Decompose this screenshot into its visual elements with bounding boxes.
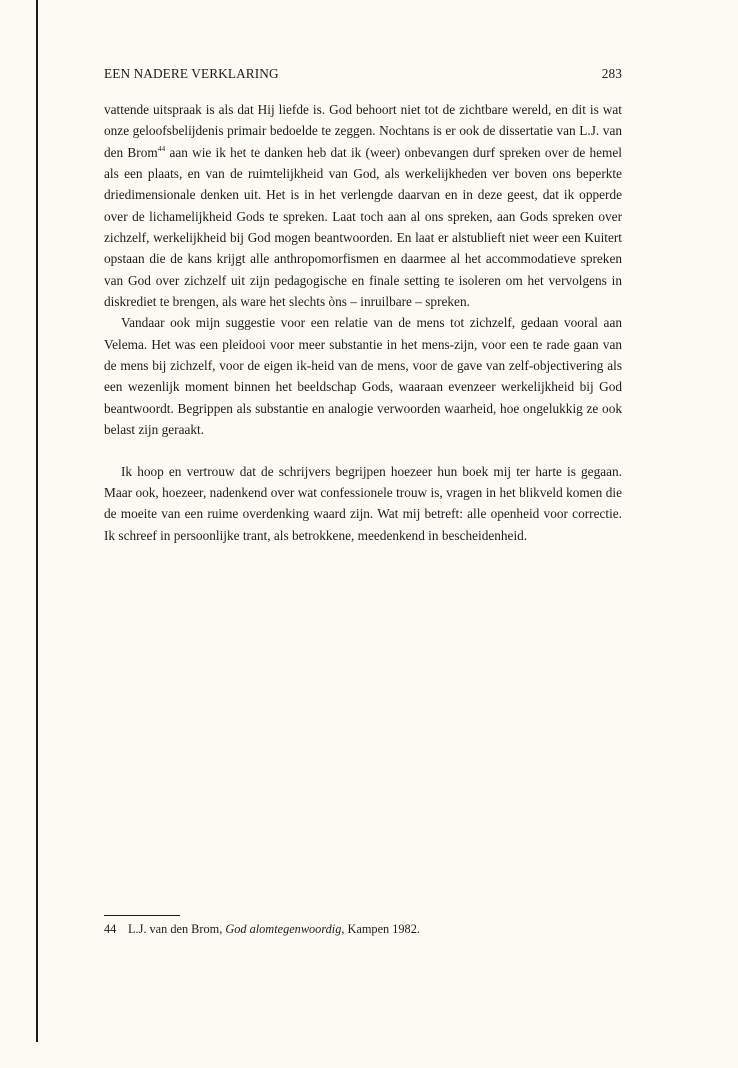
running-head-title: EEN NADERE VERKLARING bbox=[104, 66, 279, 81]
footnote-marker-44: 44 bbox=[157, 143, 166, 153]
footnote-separator bbox=[104, 915, 180, 916]
body-text bbox=[104, 99, 622, 546]
paragraph-1-text-b: aan wie ik het te danken heb dat ik (weer) onbevangen durf spreken over de hemel als een plaats, en van de ruimtelijkheid van God, als werkelijkheden ver boven ons beperkte driedimensionale denken uit. Het is in het verlengde daarvan en in deze geest, dat ik opperde over de lichamelijkheid Gods te spreken. Laat toch aan al ons spreken, aan Gods spreken over zichzelf, werkelijkheid bij God mogen beantwoorden. En laat er alstublieft niet weer een Kuitert opstaan die de kans krijgt alle anthropomorfismen en daarmee al het accommodatieve spreken van God over zichzelf uit zijn pedagogische en finale setting te isoleren om het vervolgens in diskrediet te brengen, als ware het slechts òns – inruilbare – spreken. bbox=[104, 144, 622, 310]
page-binding-edge bbox=[36, 0, 38, 1042]
footnote-number: 44 bbox=[104, 922, 117, 936]
running-head bbox=[104, 66, 622, 82]
footnote-44 bbox=[104, 921, 622, 937]
footnote-author: L.J. van den Brom, bbox=[128, 922, 226, 936]
page-number: 283 bbox=[601, 66, 622, 81]
paragraph-2: Vandaar ook mijn suggestie voor een relatie van de mens tot zichzelf, gedaan vooral aan Velema. Het was een pleidooi voor meer substantie in het mens-zijn, voor een te rade gaan van de mens bij zichzelf, voor de eigen ik-heid van de mens, voor de gave van zelf-objectivering als een wezenlijk moment binnen het beeldschap Gods, waaraan evenzeer werkelijkheid bij God beantwoordt. Begrippen als substantie en analogie verwoorden waarheid, hoe ongelukkig ze ook belast zijn geraakt. bbox=[104, 315, 622, 438]
paragraph-3: Ik hoop en vertrouw dat de schrijvers begrijpen hoezeer hun boek mij ter harte is gegaan. Maar ook, hoezeer, nadenkend over wat confessionele trouw is, vragen in het blikveld komen die de moeite van een ruime overdenking waard zijn. Wat mij betreft: alle openheid voor correctie. Ik schreef in persoonlijke trant, als betrokkene, meedenkend in bescheidenheid. bbox=[104, 463, 622, 543]
footnote-book-title: God alomtegenwoordig bbox=[225, 922, 342, 936]
paragraph-1 bbox=[104, 99, 622, 312]
footnote-publication: , Kampen 1982. bbox=[341, 922, 420, 936]
paragraph-1-text-a: vattende uitspraak is als dat Hij liefde is. God behoort niet tot de zichtbare wereld, en dit is wat onze geloofsbelijdenis primair bedoelde te zeggen. Nochtans is er ook de dissertatie van L.J. van den Brom bbox=[104, 102, 622, 160]
